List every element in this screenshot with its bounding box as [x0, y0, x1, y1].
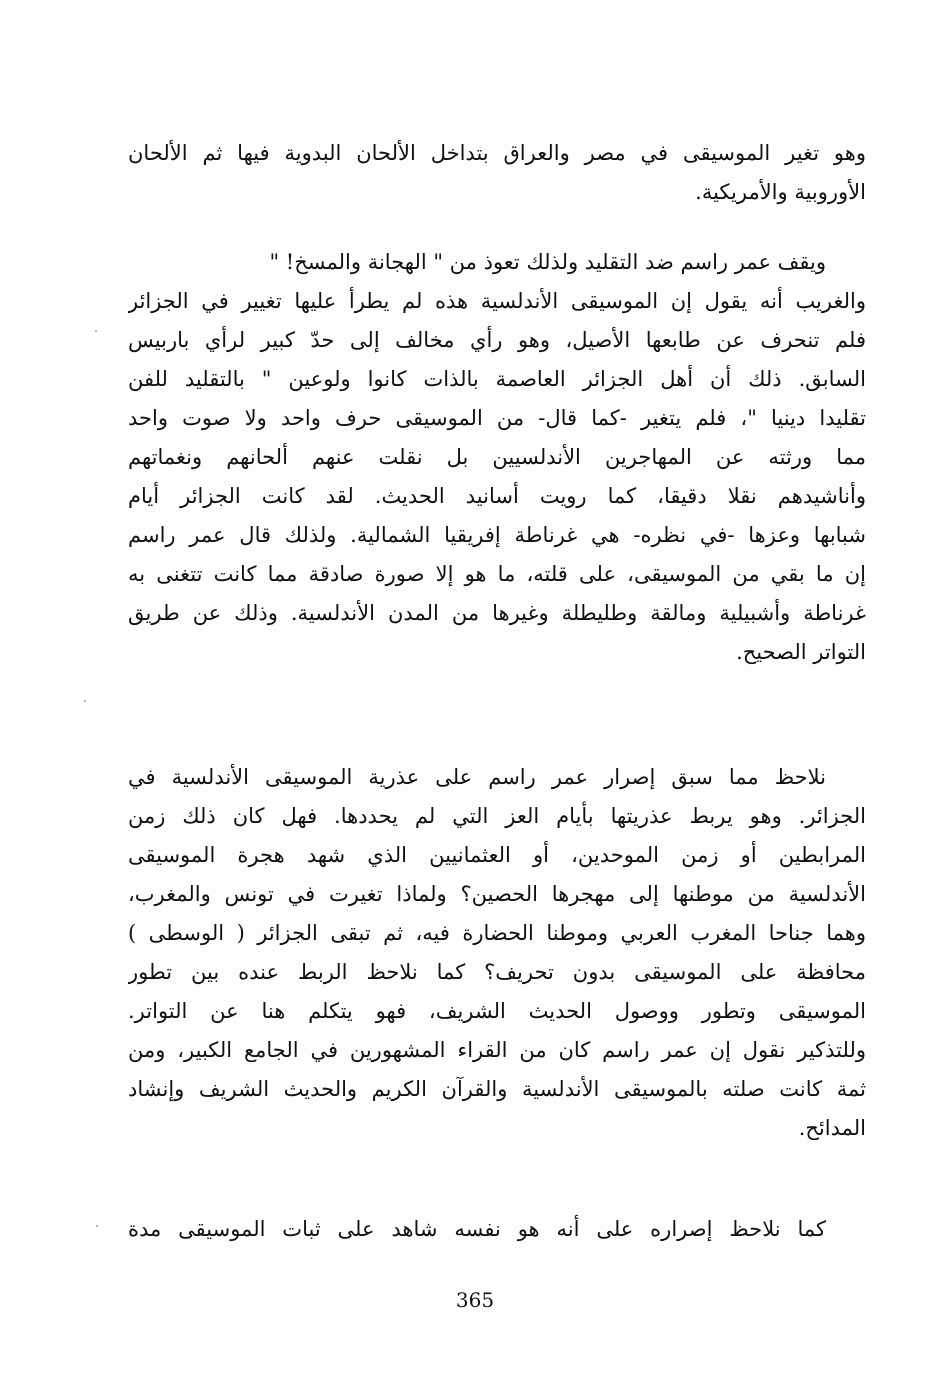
text-line: السابق. ذلك أن أهل الجزائر العاصمة بالذات كانوا ولوعين " بالتقليد للفن [128, 367, 866, 391]
text-line: ثمة كانت صلته بالموسيقى الأندلسية والقرآن الكريم والحديث الشريف وإنشاد [128, 1077, 866, 1101]
scan-speck [84, 700, 86, 702]
text-line: محافظة على الموسيقى بدون تحريف؟ كما نلاحظ الربط عنده بين تطور [128, 960, 866, 984]
text-line: وهما جناحا المغرب العربي وموطنا الحضارة فيه، ثم تبقى الجزائر ( الوسطى ) [128, 921, 866, 945]
text-line: والغريب أنه يقول إن الموسيقى الأندلسية هذه لم يطرأ عليها تغيير في الجزائر [128, 289, 866, 313]
paragraph-1 [128, 134, 866, 212]
paragraph-2 [128, 243, 866, 672]
text-line: غرناطة وأشبيلية ومالقة وطليطلة وغيرها من المدن الأندلسية. وذلك عن طريق [128, 601, 866, 625]
text-line: المدائح. [798, 1116, 866, 1140]
text-line: وأناشيدهم نقلا دقيقا، كما رويت أسانيد الحديث. لقد كانت الجزائر أيام [128, 484, 866, 508]
paragraph-4 [128, 1210, 866, 1249]
scan-speck [95, 330, 97, 332]
text-line: إن ما بقي من الموسيقى، على قلته، ما هو إلا صورة صادقة مما كانت تتغنى به [128, 562, 866, 586]
text-line: الجزائر. وهو يربط عذريتها بأيام العز التي لم يحددها. فهل كان ذلك زمن [128, 804, 866, 828]
text-line: شبابها وعزها -في نظره- هي غرناطة إفريقيا الشمالية. ولذلك قال عمر راسم [128, 523, 866, 547]
text-line: الموسيقى وتطور ووصول الحديث الشريف، فهو يتكلم هنا عن التواتر. [128, 999, 866, 1023]
text-line: الأوروبية والأمريكية. [695, 180, 866, 204]
paragraph-3 [128, 758, 866, 1148]
text-line: التواتر الصحيح. [736, 640, 866, 664]
text-line: نلاحظ مما سبق إصرار عمر راسم على عذرية الموسيقى الأندلسية في [128, 765, 826, 789]
text-line: فلم تنحرف عن طابعها الأصيل، وهو رأي مخالف إلى حدّ كبير لرأي باربيس [128, 328, 866, 352]
text-line: كما نلاحظ إصراره على أنه هو نفسه شاهد على ثبات الموسيقى مدة [128, 1217, 826, 1241]
page-number: 365 [455, 1288, 495, 1312]
text-line: تقليدا دينيا "، فلم يتغير -كما قال- من الموسيقى حرف واحد ولا صوت واحد [128, 406, 866, 430]
text-line: وللتذكير نقول إن عمر راسم كان من القراء المشهورين في الجامع الكبير، ومن [128, 1038, 866, 1062]
text-line: ويقف عمر راسم ضد التقليد ولذلك تعوذ من " الهجانة والمسخ! " [269, 250, 826, 274]
scan-speck [96, 1225, 98, 1227]
text-line: مما ورثته عن المهاجرين الأندلسيين بل نقلت عنهم ألحانهم ونغماتهم [128, 445, 866, 469]
text-line: الأندلسية من موطنها إلى مهجرها الحصين؟ ولماذا تغيرت في تونس والمغرب، [128, 882, 866, 906]
text-line: وهو تغير الموسيقى في مصر والعراق بتداخل الألحان البدوية فيها ثم الألحان [128, 141, 866, 165]
text-line: المرابطين أو زمن الموحدين، أو العثمانيين الذي شهد هجرة الموسيقى [128, 843, 866, 867]
